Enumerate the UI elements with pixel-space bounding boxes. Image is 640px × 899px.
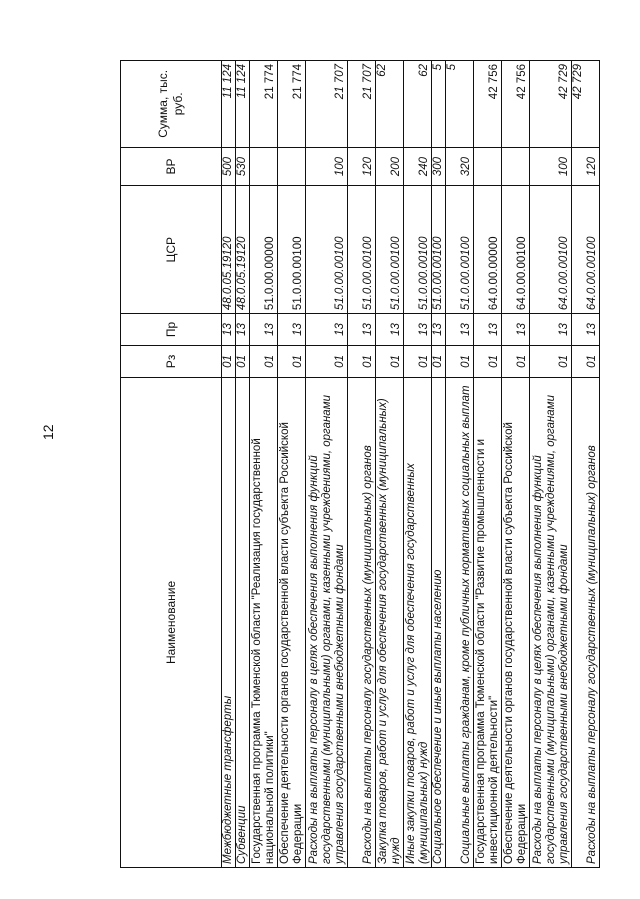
row-pr: 13 bbox=[474, 314, 502, 346]
table-row bbox=[474, 61, 502, 868]
row-name: Социальное обеспечение и иные выплаты населению bbox=[432, 377, 446, 867]
row-pr: 13 bbox=[222, 314, 236, 346]
table-row bbox=[572, 61, 600, 868]
row-vr: 200 bbox=[376, 147, 404, 186]
row-sum: 42 756 bbox=[502, 61, 530, 148]
table-row bbox=[530, 61, 572, 868]
header-vr: ВР bbox=[121, 147, 222, 186]
header-name: Наименование bbox=[121, 377, 222, 867]
row-name: Государственная программа Тюменской области "Развитие промышленности и инвестиционной деятельности" bbox=[474, 377, 502, 867]
table-row bbox=[306, 61, 348, 868]
row-name: Закупка товаров, работ и услуг для обеспечения государственных (муниципальных) нужд bbox=[376, 377, 404, 867]
row-csr: 51.0.00.00100 bbox=[306, 186, 348, 314]
row-rz: 01 bbox=[376, 345, 404, 377]
table-row bbox=[376, 61, 404, 868]
row-sum: 21 774 bbox=[278, 61, 306, 148]
row-sum: 21 774 bbox=[250, 61, 278, 148]
row-vr: 300 bbox=[432, 147, 446, 186]
row-pr: 13 bbox=[446, 314, 474, 346]
row-rz: 01 bbox=[278, 345, 306, 377]
row-vr: 120 bbox=[572, 147, 600, 186]
row-name: Расходы на выплаты персоналу государственных (муниципальных) органов bbox=[572, 377, 600, 867]
row-rz: 01 bbox=[474, 345, 502, 377]
row-csr: 64.0.00.00100 bbox=[572, 186, 600, 314]
row-pr: 13 bbox=[572, 314, 600, 346]
row-rz: 01 bbox=[348, 345, 376, 377]
row-csr: 51.0.00.00100 bbox=[348, 186, 376, 314]
row-name: Расходы на выплаты персоналу в целях обеспечения выполнения функций государственными (муниципальными) органами, казенными учреждениями, органами управления государственными внебюджетными фондами bbox=[306, 377, 348, 867]
row-vr: 320 bbox=[446, 147, 474, 186]
header-rz: Рз bbox=[121, 345, 222, 377]
row-name: Обеспечение деятельности органов государственной власти субъекта Российской Федерации bbox=[502, 377, 530, 867]
table-row bbox=[432, 61, 446, 868]
row-sum: 21 707 bbox=[348, 61, 376, 148]
row-vr: 530 bbox=[236, 147, 250, 186]
row-name: Субвенции bbox=[236, 377, 250, 867]
row-vr: 240 bbox=[404, 147, 432, 186]
row-rz: 01 bbox=[404, 345, 432, 377]
row-csr: 48.0.05.19120 bbox=[236, 186, 250, 314]
row-vr: 100 bbox=[530, 147, 572, 186]
row-rz: 01 bbox=[236, 345, 250, 377]
row-pr: 13 bbox=[250, 314, 278, 346]
row-vr: 100 bbox=[306, 147, 348, 186]
budget-table bbox=[120, 60, 600, 868]
row-rz: 01 bbox=[530, 345, 572, 377]
page-number: 12 bbox=[40, 424, 56, 440]
document-page bbox=[120, 60, 598, 868]
row-sum: 11 124 bbox=[236, 61, 250, 148]
row-csr: 51.0.00.00100 bbox=[278, 186, 306, 314]
row-sum: 5 bbox=[432, 61, 446, 148]
row-csr: 64.0.00.00100 bbox=[502, 186, 530, 314]
row-name: Государственная программа Тюменской области "Реализация государственной национальной политики" bbox=[250, 377, 278, 867]
row-pr: 13 bbox=[530, 314, 572, 346]
row-vr bbox=[502, 147, 530, 186]
table-row bbox=[348, 61, 376, 868]
row-rz: 01 bbox=[446, 345, 474, 377]
header-csr: ЦСР bbox=[121, 186, 222, 314]
row-pr: 13 bbox=[306, 314, 348, 346]
table-row bbox=[446, 61, 474, 868]
row-vr: 120 bbox=[348, 147, 376, 186]
row-pr: 13 bbox=[348, 314, 376, 346]
row-csr: 64.0.00.00100 bbox=[530, 186, 572, 314]
row-vr bbox=[278, 147, 306, 186]
table-row bbox=[278, 61, 306, 868]
row-sum: 42 729 bbox=[572, 61, 600, 148]
row-pr: 13 bbox=[404, 314, 432, 346]
row-vr bbox=[474, 147, 502, 186]
row-csr: 51.0.00.00100 bbox=[404, 186, 432, 314]
row-csr: 51.0.00.00000 bbox=[250, 186, 278, 314]
row-name: Расходы на выплаты персоналу в целях обеспечения выполнения функций государственными (муниципальными) органами, казенными учреждениями, органами управления государственными внебюджетными фондами bbox=[530, 377, 572, 867]
row-rz: 01 bbox=[502, 345, 530, 377]
table-row bbox=[236, 61, 250, 868]
row-csr: 51.0.00.00100 bbox=[376, 186, 404, 314]
row-sum: 42 729 bbox=[530, 61, 572, 148]
row-sum: 62 bbox=[376, 61, 404, 148]
row-csr: 51.0.00.00100 bbox=[446, 186, 474, 314]
row-rz: 01 bbox=[222, 345, 236, 377]
row-csr: 48.0.05.19120 bbox=[222, 186, 236, 314]
row-pr: 13 bbox=[432, 314, 446, 346]
row-sum: 5 bbox=[446, 61, 474, 148]
row-pr: 13 bbox=[278, 314, 306, 346]
row-pr: 13 bbox=[502, 314, 530, 346]
row-pr: 13 bbox=[236, 314, 250, 346]
row-sum: 42 756 bbox=[474, 61, 502, 148]
row-rz: 01 bbox=[306, 345, 348, 377]
row-rz: 01 bbox=[572, 345, 600, 377]
row-csr: 51.0.00.00100 bbox=[432, 186, 446, 314]
row-rz: 01 bbox=[250, 345, 278, 377]
row-sum: 62 bbox=[404, 61, 432, 148]
table-row bbox=[502, 61, 530, 868]
row-pr: 13 bbox=[376, 314, 404, 346]
table-header-row bbox=[121, 61, 222, 868]
table-row bbox=[404, 61, 432, 868]
table-row bbox=[222, 61, 236, 868]
row-vr bbox=[250, 147, 278, 186]
row-csr: 64.0.00.00000 bbox=[474, 186, 502, 314]
row-name: Межбюджетные трансферты bbox=[222, 377, 236, 867]
row-rz: 01 bbox=[432, 345, 446, 377]
row-sum: 21 707 bbox=[306, 61, 348, 148]
row-vr: 500 bbox=[222, 147, 236, 186]
row-name: Расходы на выплаты персоналу государственных (муниципальных) органов bbox=[348, 377, 376, 867]
table-row bbox=[250, 61, 278, 868]
row-sum: 11 124 bbox=[222, 61, 236, 148]
header-pr: Пр bbox=[121, 314, 222, 346]
row-name: Обеспечение деятельности органов государственной власти субъекта Российской Федерации bbox=[278, 377, 306, 867]
header-sum: Сумма, тыс. руб. bbox=[121, 61, 222, 148]
row-name: Социальные выплаты гражданам, кроме публичных нормативных социальных выплат bbox=[446, 377, 474, 867]
row-name: Иные закупки товаров, работ и услуг для обеспечения государственных (муниципальных) нужд bbox=[404, 377, 432, 867]
